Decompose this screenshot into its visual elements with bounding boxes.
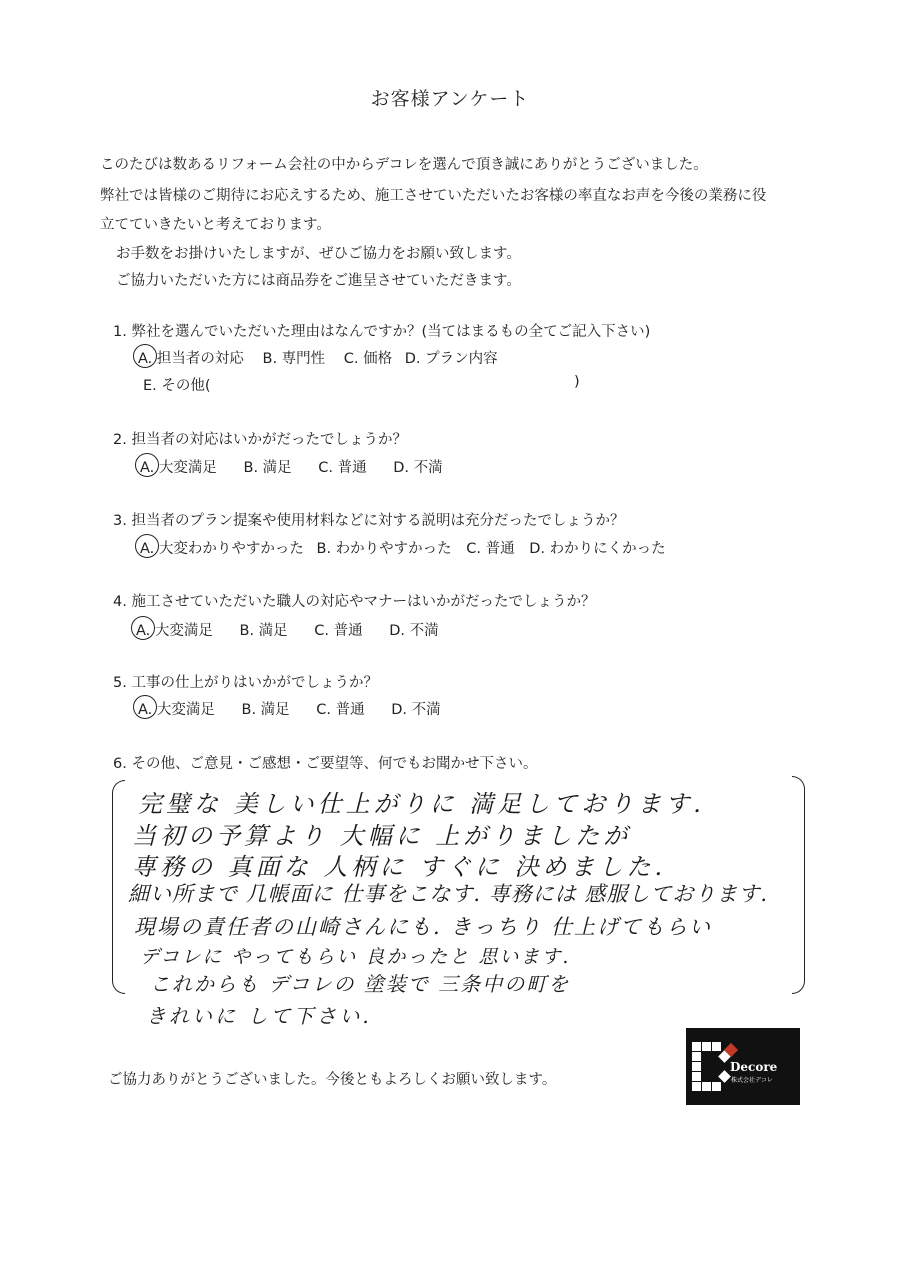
question-4-options: [136, 619, 439, 640]
logo-block: [692, 1042, 701, 1051]
option-a-selected[interactable]: A. 担当者の対応: [138, 347, 244, 368]
intro-line: ご協力いただいた方には商品券をご進呈させていただきます。: [116, 273, 521, 289]
option-a-selected[interactable]: A. 大変満足: [136, 619, 213, 640]
decore-logo: [686, 1028, 800, 1105]
answer-bracket-right: [792, 776, 805, 994]
handwritten-answer-line: 現場の責任者の山崎さんにも. きっちり 仕上げてもらい: [134, 915, 713, 939]
option-d[interactable]: D. プラン内容: [404, 351, 498, 367]
handwritten-answer-line: デコレに やってもらい 良かったと 思います.: [140, 946, 571, 968]
intro-line: お手数をお掛けいたしますが、ぜひご協力をお願い致します。: [116, 246, 521, 262]
option-c[interactable]: C. 普通: [318, 460, 367, 476]
question-2: 2. 担当者の対応はいかがだったでしょうか？: [113, 432, 407, 448]
question-3-options: [140, 537, 666, 558]
handwritten-answer-line: これからも デコレの 塗装で 三条中の町を: [150, 972, 571, 996]
option-c[interactable]: C. 普通: [316, 702, 365, 718]
option-a-selected[interactable]: A. 大変満足: [140, 456, 217, 477]
question-1-options: [138, 347, 498, 368]
option-c[interactable]: C. 普通: [314, 623, 363, 639]
logo-subtext: 株式会社デコレ: [731, 1077, 773, 1084]
logo-block: [692, 1062, 701, 1071]
logo-block: [692, 1052, 701, 1061]
option-c[interactable]: C. 価格: [343, 351, 393, 367]
handwritten-answer-line: 当初の予算より 大幅に 上がりましたが: [132, 822, 632, 850]
option-a-selected[interactable]: A. 大変わかりやすかった: [140, 537, 304, 558]
question-1: 1. 弊社を選んでいただいた理由はなんですか？(当てはまるもの全てご記入下さい): [113, 324, 651, 340]
logo-block: [712, 1042, 721, 1051]
page-title: お客様アンケート: [370, 88, 530, 110]
question-2-options: [140, 456, 443, 477]
intro-line: このたびは数あるリフォーム会社の中からデコレを選んで頂き誠にありがとうございました。: [100, 157, 708, 173]
handwritten-answer-line: 細い所まで 几帳面に 仕事をこなす. 専務には 感服しております.: [128, 882, 769, 906]
handwritten-answer-line: きれいに して下さい.: [146, 1004, 372, 1028]
option-c[interactable]: C. 普通: [466, 541, 515, 557]
logo-block: [712, 1082, 721, 1091]
logo-block: [692, 1082, 701, 1091]
option-d[interactable]: D. わかりにくかった: [529, 541, 666, 557]
question-3: 3. 担当者のプラン提案や使用材料などに対する説明は充分だったでしょうか？: [113, 513, 625, 529]
logo-block: [692, 1072, 701, 1081]
option-b[interactable]: B. わかりやすかった: [316, 541, 452, 557]
handwritten-answer-line: 専務の 真面な 人柄に すぐに 決めました.: [132, 853, 667, 881]
question-4: 4. 施工させていただいた職人の対応やマナーはいかがだったでしょうか？: [113, 594, 596, 610]
option-e-other[interactable]: E. その他(: [143, 378, 211, 394]
intro-line: 立てていきたいと考えております。: [100, 217, 331, 233]
question-6: 6. その他、ご意見・ご感想・ご要望等、何でもお聞かせ下さい。: [113, 756, 538, 772]
logo-block: [702, 1082, 711, 1091]
option-d[interactable]: D. 不満: [393, 460, 443, 476]
option-b[interactable]: B. 満足: [239, 623, 288, 639]
option-a-selected[interactable]: A. 大変満足: [138, 698, 215, 719]
option-d[interactable]: D. 不満: [389, 623, 439, 639]
question-5-options: [138, 698, 441, 719]
logo-block: [702, 1042, 711, 1051]
option-d[interactable]: D. 不満: [391, 702, 441, 718]
handwritten-answer-line: 完璧な 美しい仕上がりに 満足しております.: [138, 790, 705, 818]
option-b[interactable]: B. 専門性: [262, 351, 326, 367]
option-b[interactable]: B. 満足: [243, 460, 292, 476]
question-5: 5. 工事の仕上がりはいかがでしょうか？: [113, 675, 378, 691]
option-e-close: ): [574, 374, 580, 390]
option-b[interactable]: B. 満足: [241, 702, 290, 718]
logo-wordmark: Decore: [730, 1060, 778, 1074]
logo-block: [718, 1070, 731, 1083]
footer-thanks: ご協力ありがとうございました。今後ともよろしくお願い致します。: [108, 1072, 557, 1088]
intro-line: 弊社では皆様のご期待にお応えするため、施工させていただいたお客様の率直なお声を今後の業務に役: [100, 188, 767, 204]
answer-bracket-left: [112, 780, 125, 994]
